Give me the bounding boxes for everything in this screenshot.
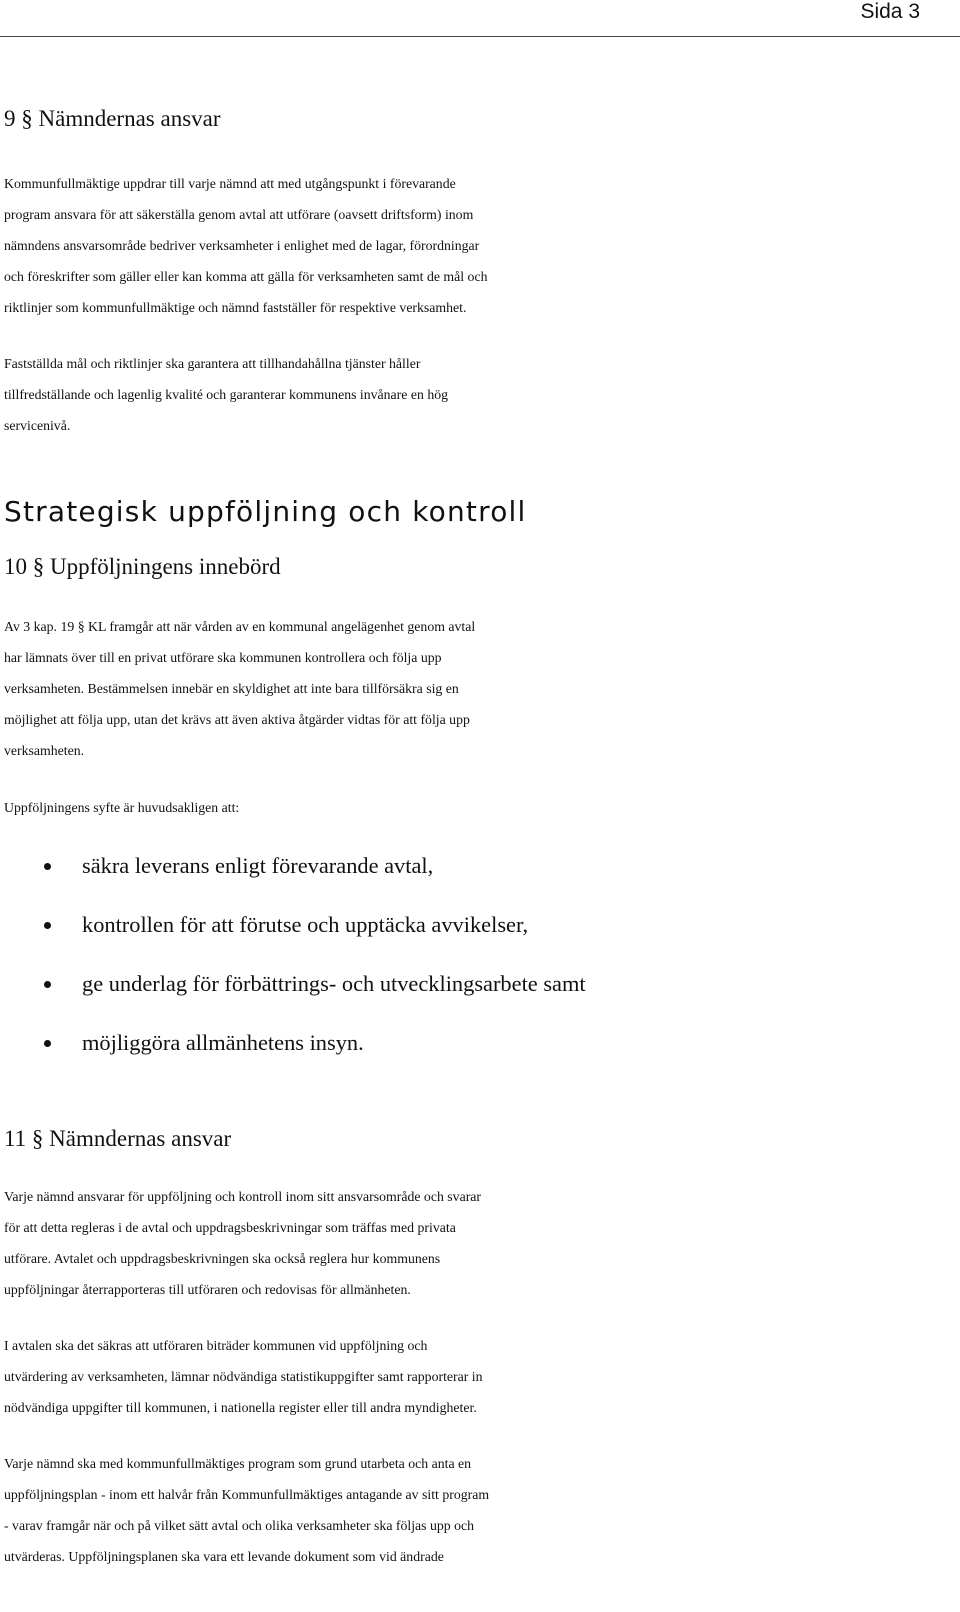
list-item: ge underlag för förbättrings- och utvecklingsarbete samt (4, 968, 944, 999)
section-11-paragraph-3: Varje nämnd ska med kommunfullmäktiges program som grund utarbeta och anta en uppföljningsplan - inom ett halvår från Kommunfullmäktiges antagande av sitt program - varav framgår när och på vilket sätt avtal och olika verksamheter ska följas upp och utvärderas. Uppföljningsplanen ska vara ett levande dokument som vid ändrade (4, 1456, 490, 1564)
heading-strategisk-uppfoljning: Strategisk uppföljning och kontroll (4, 495, 527, 528)
section-10-intro: Uppföljningens syfte är huvudsakligen att: (4, 800, 240, 815)
page-header-label: Sida 3 (860, 0, 920, 23)
section-11-title: 11 § Nämndernas ansvar (4, 1126, 232, 1151)
document-body (4, 104, 944, 1572)
list-item: möjliggöra allmänhetens insyn. (4, 1027, 944, 1058)
section-11-paragraph-2: I avtalen ska det säkras att utföraren biträder kommunen vid uppföljning och utvärdering av verksamheten, lämnar nödvändiga statistikuppgifter samt rapporterar in nödvändiga uppgifter till kommunen, i nationella register eller till andra myndigheter. (4, 1338, 483, 1415)
list-item: säkra leverans enligt förevarande avtal, (4, 850, 944, 881)
section-9-paragraph-2: Fastställda mål och riktlinjer ska garantera att tillhandahållna tjänster håller tillfredställande och lagenlig kvalité och garanterar kommunens invånare en hög servicenivå. (4, 356, 449, 433)
header-divider (0, 36, 960, 37)
section-9-title: 9 § Nämndernas ansvar (4, 106, 221, 131)
section-9-paragraph-1: Kommunfullmäktige uppdrar till varje nämnd att med utgångspunkt i förevarande program ansvara för att säkerställa genom avtal att utförare (oavsett driftsform) inom nämndens ansvarsområde bedriver verksamheter i enlighet med de lagar, förordningar och föreskrifter som gäller eller kan komma att gälla för verksamheten samt de mål och riktlinjer som kommunfullmäktige och nämnd fastställer för respektive verksamhet. (4, 176, 488, 315)
list-item: kontrollen för att förutse och upptäcka avvikelser, (4, 909, 944, 940)
section-10-title: 10 § Uppföljningens innebörd (4, 554, 281, 579)
purpose-bullet-list (4, 850, 944, 1058)
section-10-paragraph-1: Av 3 kap. 19 § KL framgår att när vården av en kommunal angelägenhet genom avtal har lämnats över till en privat utförare ska kommunen kontrollera och följa upp verksamheten. Bestämmelsen innebär en skyldighet att inte bara tillförsäkra sig en möjlighet att följa upp, utan det krävs att även aktiva åtgärder vidtas för att följa upp verksamheten. (4, 619, 476, 758)
section-11-paragraph-1: Varje nämnd ansvarar för uppföljning och kontroll inom sitt ansvarsområde och svarar för att detta regleras i de avtal och uppdragsbeskrivningar som träffas med privata utförare. Avtalet och uppdragsbeskrivningen ska också reglera hur kommunens uppföljningar återrapporteras till utföraren och redovisas för allmänheten. (4, 1189, 482, 1297)
